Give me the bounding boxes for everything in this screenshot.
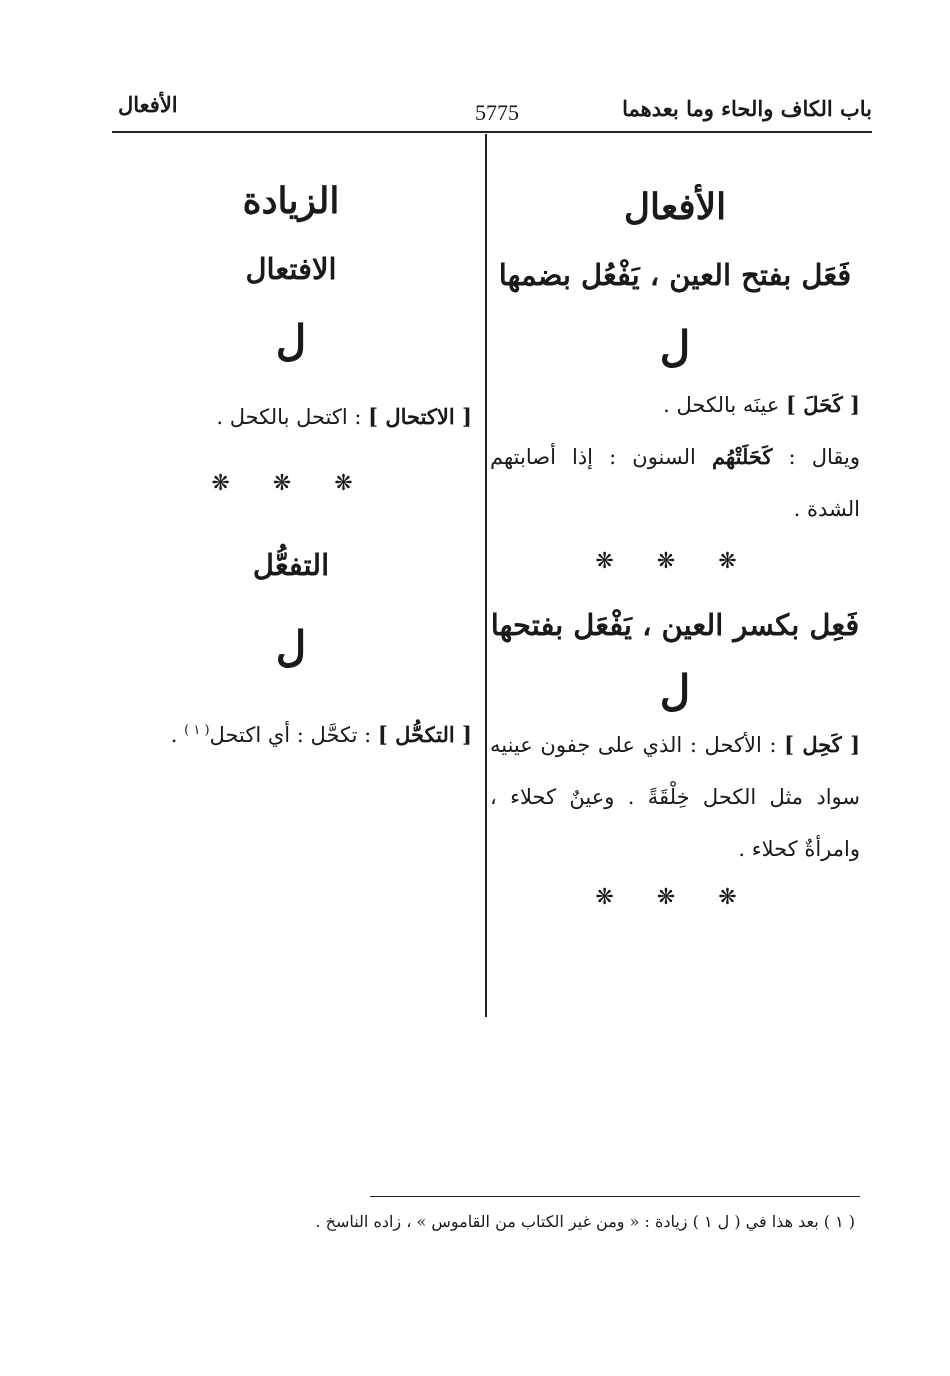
entry-text: : اكتحل بالكحل .	[216, 405, 369, 429]
entry	[110, 705, 472, 761]
right-column	[490, 134, 860, 910]
footnote: ( ١ ) بعد هذا في ( ل ١ ) زيادة : « ومن غير الكتاب من القاموس » ، زاده الناسخ .	[315, 1212, 855, 1231]
footnote-rule	[370, 1196, 860, 1197]
entry-headword: [ الاكتحال ]	[368, 404, 472, 429]
section-separator: ❋ ❋ ❋	[595, 885, 755, 910]
entry-text: السنون : إذا أصابتهم الشدة .	[490, 445, 860, 521]
left-column	[110, 134, 472, 761]
column-title: الأفعال	[623, 186, 727, 228]
entry-text: عينَه بالكحل .	[663, 393, 787, 417]
header-rule	[112, 131, 872, 133]
entry-text: .	[170, 723, 185, 747]
entry-headword: [ كَحَلَ ]	[786, 392, 860, 417]
page-number: 5775	[475, 100, 519, 125]
entry-headword: كَحَلَتْهُم	[711, 444, 773, 469]
running-header-chapter: باب الكاف والحاء وما بعدهما	[622, 96, 872, 121]
entry-headword: [ التكحُّل ]	[377, 722, 472, 747]
entry-text: : الأكحل : الذي على جفون عينيه سواد مثل الكحل خِلْقَةً . وعينٌ كحلاء ، وامرأةٌ كحلاء .	[490, 733, 860, 861]
letter-heading: ل	[659, 666, 691, 715]
entry	[490, 431, 860, 535]
letter-heading: ل	[275, 622, 307, 671]
section-separator: ❋ ❋ ❋	[211, 471, 371, 496]
letter-heading: ل	[275, 316, 307, 365]
running-header-section: الأفعال	[118, 92, 178, 117]
section-heading: فَعَل بفتح العين ، يَفْعُل بضمها	[498, 258, 852, 292]
entry-headword: [ كَحِل ]	[784, 732, 861, 757]
section-heading: فَعِل بكسر العين ، يَفْعَل بفتحها	[490, 608, 860, 642]
section-separator: ❋ ❋ ❋	[595, 549, 755, 574]
footnote-marker[interactable]: ( ١ )	[184, 723, 210, 738]
section-heading: الافتعال	[245, 252, 337, 286]
section-heading: التفعُّل	[252, 548, 330, 582]
entry	[110, 391, 472, 443]
letter-heading: ل	[659, 322, 691, 371]
entry	[490, 379, 860, 431]
entry-text: : تكحَّل : أي اكتحل	[209, 723, 378, 747]
column-divider	[485, 134, 487, 1017]
entry	[490, 719, 860, 875]
entry-text: ويقال :	[772, 445, 860, 469]
column-title: الزيادة	[242, 180, 340, 222]
